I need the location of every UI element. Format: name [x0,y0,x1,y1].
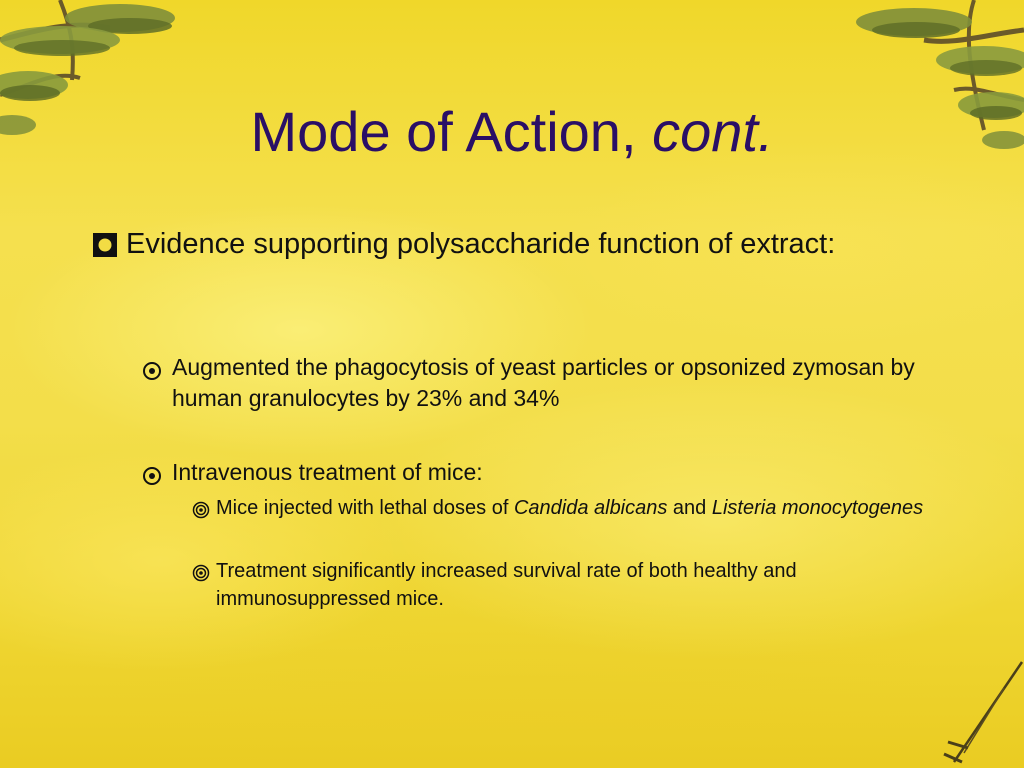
bullet-level3-text [216,494,923,522]
hollow-square-bullet-icon [92,231,118,257]
bullet-level2-item [142,352,932,414]
bullet-level1 [92,226,892,263]
brush-stroke-icon [934,658,1024,768]
bullet-level3-text: Treatment significantly increased survival rate of both healthy and immunosuppressed mice. [216,560,797,610]
species-listeria: Listeria monocytogenes [711,497,924,519]
text-mid: and [667,497,712,519]
text-before: Mice injected with lethal doses of [216,497,514,519]
circled-dot-bullet-icon [142,358,162,378]
bullet-level3-item [192,557,932,613]
title-main-text: Mode of Action, [250,100,653,163]
bullet-level2-item [142,457,932,488]
circled-dot-bullet-icon [142,463,162,483]
slide-title [0,98,1024,166]
double-circle-bullet-icon [192,562,210,580]
double-circle-bullet-icon [192,499,210,517]
title-italic-text: cont. [652,100,774,163]
bullet-level1-text: Evidence supporting polysaccharide function of extract: [126,228,836,260]
bullet-level2-text: Augmented the phagocytosis of yeast particles or opsonized zymosan by human granulocytes by 23% and 34% [172,354,915,411]
species-candida: Candida albicans [513,497,668,519]
bullet-level3-item [192,494,932,522]
bullet-level2-text: Intravenous treatment of mice: [172,459,483,485]
